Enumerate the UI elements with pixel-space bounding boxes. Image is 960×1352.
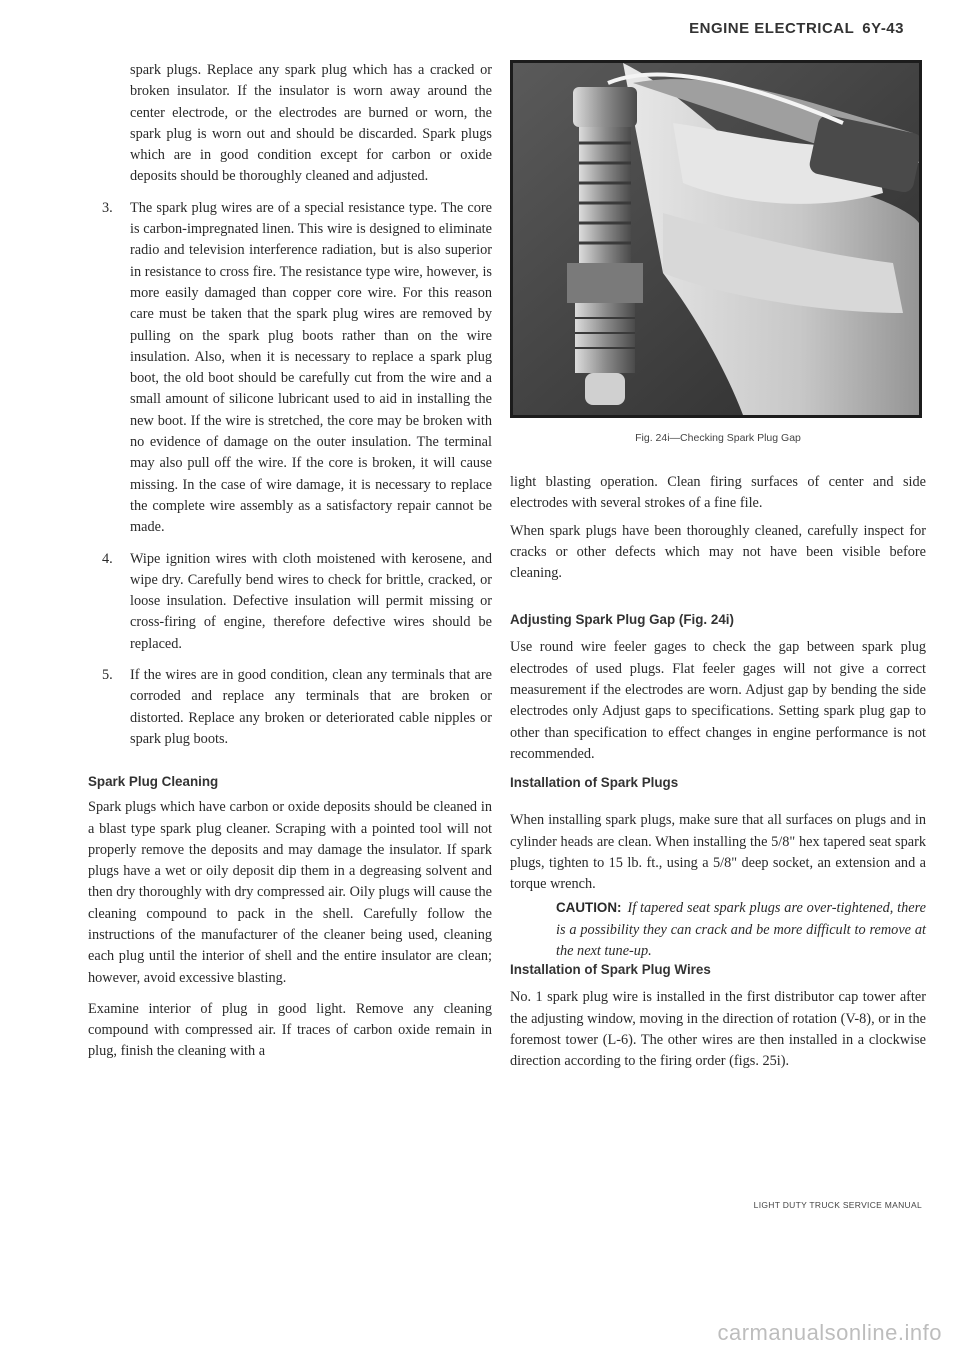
wires-paragraph: No. 1 spark plug wire is installed in the first distributor cap tower after the adjusting window, moving in the direction of rotation (V-8), or in the foremost tower (L-6). The other wires are then installed in a clockwise direction according to the firing order (figs. 25i).: [510, 989, 926, 1070]
figure-spark-plug-gap: [510, 60, 922, 418]
page-header: [689, 20, 904, 37]
inspect-paragraph: When spark plugs have been thoroughly cleaned, carefully inspect for cracks or other defects which may not have been visible before cleaning.: [510, 522, 926, 582]
figure-caption: Fig. 24i—Checking Spark Plug Gap: [635, 432, 801, 444]
caution-text: If tapered seat spark plugs are over-tightened, there is a possibility they can crack and be more difficult to remove at the next tune-up.: [556, 900, 926, 960]
cleaning-paragraph: Spark plugs which have carbon or oxide deposits should be cleaned in a blast type spark plug cleaner. Scraping with a pointed tool will not properly remove the deposits and may damage the insulator. If spark plugs have a wet or oily deposit dip them in a degreasing solvent and then dry thoroughly with dry compressed air. Oily plugs will cause the cleaning compound to pack in the shell. Carefully follow the instructions of the manufacturer of the cleaner being used, cleaning each plug until the interior of shell and the entire insulator are clean; however, avoid excessive blasting.: [88, 799, 492, 986]
blasting-paragraph: light blasting operation. Clean firing surfaces of center and side electrodes with several strokes of a fine file.: [510, 474, 926, 512]
lead-paragraph: spark plugs. Replace any spark plug which has a cracked or broken insulator. If the insulator is worn away around the center electrode, or the electrodes are burned or worn, the spark plug is worn out and should be discarded. Spark plugs which are in good condition except for carbon or oxide deposits should be thoroughly cleaned and adjusted.: [130, 62, 492, 185]
left-column: [88, 60, 492, 1063]
section-title: ENGINE ELECTRICAL: [689, 20, 855, 37]
page-number: 6Y-43: [862, 20, 904, 37]
footer-manual-title: LIGHT DUTY TRUCK SERVICE MANUAL: [753, 1200, 922, 1210]
heading-spark-plug-cleaning: Spark Plug Cleaning: [88, 774, 219, 790]
list-text: Wipe ignition wires with cloth moistened with kerosene, and wipe dry. Carefully bend wires to check for brittle, cracked, or loose insulation. Defective insulation will permit missing or cross-firing of engine, therefore defective wires should be replaced.: [130, 550, 492, 652]
heading-installation-plugs: Installation of Spark Plugs: [510, 775, 679, 791]
list-number: 3.: [102, 199, 113, 216]
heading-adjusting-gap: Adjusting Spark Plug Gap (Fig. 24i): [510, 612, 734, 628]
install-paragraph: When installing spark plugs, make sure that all surfaces on plugs and in cylinder heads are clean. When installing the 5/8" hex tapered seat spark plugs, tighten to 15 lb. ft., using a 5/8" deep socket, an extension and a torque wrench.: [510, 812, 926, 893]
list-number: 5.: [102, 667, 113, 684]
examine-paragraph: Examine interior of plug in good light. Remove any cleaning compound with compressed air. If traces of carbon oxide remain in plug, finish the cleaning with a: [88, 1000, 492, 1060]
spark-plug-photo: [513, 63, 919, 415]
list-item-4: [88, 549, 492, 655]
list-text: The spark plug wires are of a special resistance type. The core is carbon-impregnated linen. This wire is designed to eliminate radio and television interference radiation, but is also superior in resistance to cross fire. The resistance type wire, however, is more easily damaged than copper core wire. For this reason care must be taken that the spark plug wires are removed by pulling on the spark plug boots rather than on the wire insulation. Also, when it is necessary to replace a spark plug boot, the old boot should be carefully cut from the wire and a small amount of silicone lubricant used to aid in installing the new boot. If the wire is stretched, the core may be broken with no evidence of damage on the outer insulation. The terminal may also pull off the wire. If the core is broken, it will cause missing. In the case of wire damage, it is necessary to replace the complete wire assembly as a satisfactory repair cannot be made.: [130, 199, 492, 536]
heading-installation-wires: Installation of Spark Plug Wires: [510, 962, 711, 978]
list-number: 4.: [102, 550, 113, 567]
watermark: carmanualsonline.info: [717, 1320, 942, 1345]
caution-label: CAUTION:: [556, 900, 622, 916]
gap-paragraph: Use round wire feeler gages to check the gap between spark plug electrodes of used plugs. Flat feeler gages will not give a correct measurement if the electrodes are worn. Adjust gap by bending the side electrodes only Adjust gaps to specifications. Setting spark plug gap to other than specification to effect changes in engine performance is not recommended.: [510, 639, 926, 762]
list-text: If the wires are in good condition, clean any terminals that are corroded and replace any terminals that are broken or distorted. Replace any broken or deteriorated cable nipples or spark plug boots.: [130, 667, 492, 747]
list-item-3: [88, 198, 492, 539]
list-item-5: [88, 665, 492, 750]
right-column: [510, 60, 926, 1073]
caution-note: [510, 897, 926, 962]
